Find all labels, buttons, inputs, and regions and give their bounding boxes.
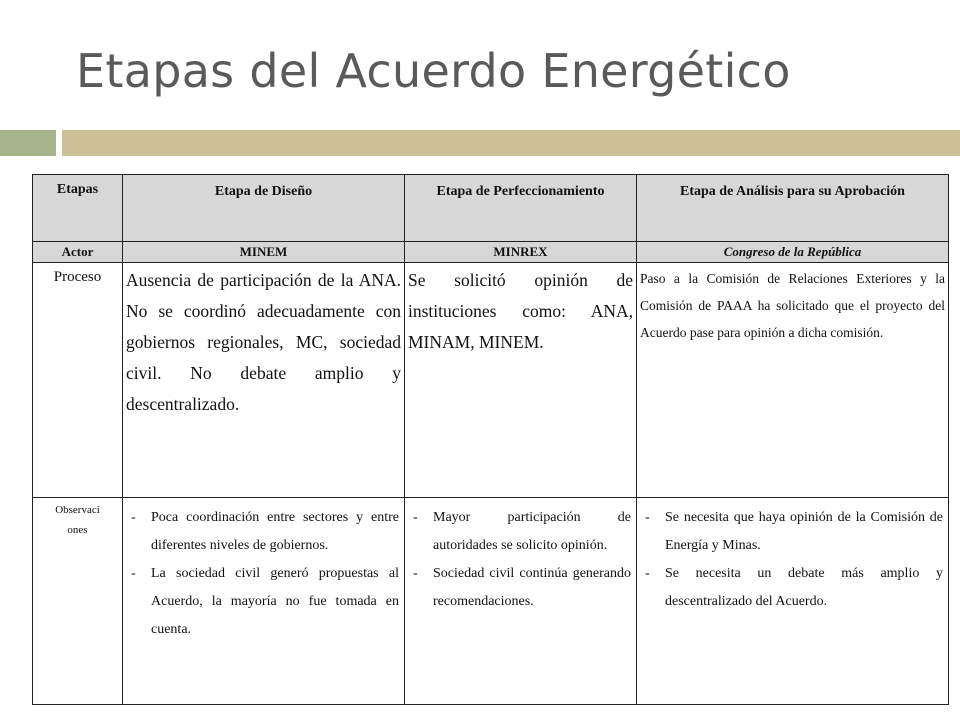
table-row-proceso bbox=[33, 263, 949, 498]
list-item bbox=[125, 560, 402, 644]
list-item bbox=[407, 504, 634, 560]
dash-bullet: - bbox=[131, 510, 136, 525]
dash-bullet: - bbox=[413, 510, 418, 525]
observaciones-list-analisis bbox=[639, 504, 946, 616]
table-row-actor bbox=[33, 242, 949, 263]
observaciones-cell-analisis bbox=[637, 498, 949, 705]
dash-bullet: - bbox=[645, 510, 650, 525]
actor-cell-diseno: MINEM bbox=[123, 242, 405, 263]
observaciones-cell-perfeccionamiento bbox=[405, 498, 637, 705]
row-label-observaciones bbox=[33, 498, 123, 705]
stages-table bbox=[32, 174, 949, 705]
accent-bar-left bbox=[0, 130, 56, 156]
actor-cell-perfeccionamiento: MINREX bbox=[405, 242, 637, 263]
header-cell-analisis: Etapa de Análisis para su Aprobación bbox=[637, 175, 949, 242]
header-cell-etapas: Etapas bbox=[33, 175, 123, 242]
table-header-row bbox=[33, 175, 949, 242]
dash-bullet: - bbox=[645, 566, 650, 581]
list-item-text: La sociedad civil generó propuestas al Acuerdo, la mayoría no fue tomada en cuenta. bbox=[151, 566, 399, 637]
list-item-text: Poca coordinación entre sectores y entre diferentes niveles de gobiernos. bbox=[151, 510, 399, 553]
row-label-observaciones-line1: Observaci bbox=[55, 504, 100, 516]
actor-cell-analisis: Congreso de la República bbox=[637, 242, 949, 263]
table-row-observaciones bbox=[33, 498, 949, 705]
list-item bbox=[125, 504, 402, 560]
observaciones-list-diseno bbox=[125, 504, 402, 644]
list-item-text: Se necesita un debate más amplio y descentralizado del Acuerdo. bbox=[665, 566, 943, 609]
list-item bbox=[407, 560, 634, 616]
list-item bbox=[639, 560, 946, 616]
list-item-text: Mayor participación de autoridades se solicito opinión. bbox=[433, 510, 631, 553]
dash-bullet: - bbox=[131, 566, 136, 581]
observaciones-list-perfeccionamiento bbox=[407, 504, 634, 616]
list-item-text: Se necesita que haya opinión de la Comisión de Energía y Minas. bbox=[665, 510, 943, 553]
row-label-actor: Actor bbox=[33, 242, 123, 263]
row-label-observaciones-line2: ones bbox=[67, 524, 88, 536]
accent-bar-right bbox=[62, 130, 960, 156]
list-item bbox=[639, 504, 946, 560]
slide-title: Etapas del Acuerdo Energético bbox=[76, 44, 791, 98]
proceso-cell-perfeccionamiento: Se solicitó opinión de instituciones como: ANA, MINAM, MINEM. bbox=[405, 263, 637, 498]
header-cell-perfeccionamiento: Etapa de Perfeccionamiento bbox=[405, 175, 637, 242]
proceso-cell-analisis: Paso a la Comisión de Relaciones Exteriores y la Comisión de PAAA ha solicitado que el proyecto del Acuerdo pase para opinión a dicha comisión. bbox=[637, 263, 949, 498]
proceso-cell-diseno: Ausencia de participación de la ANA. No se coordinó adecuadamente con gobiernos regionales, MC, sociedad civil. No debate amplio y descentralizado. bbox=[123, 263, 405, 498]
header-cell-diseno: Etapa de Diseño bbox=[123, 175, 405, 242]
row-label-proceso: Proceso bbox=[33, 263, 123, 498]
observaciones-cell-diseno bbox=[123, 498, 405, 705]
list-item-text: Sociedad civil continúa generando recomendaciones. bbox=[433, 566, 631, 609]
dash-bullet: - bbox=[413, 566, 418, 581]
